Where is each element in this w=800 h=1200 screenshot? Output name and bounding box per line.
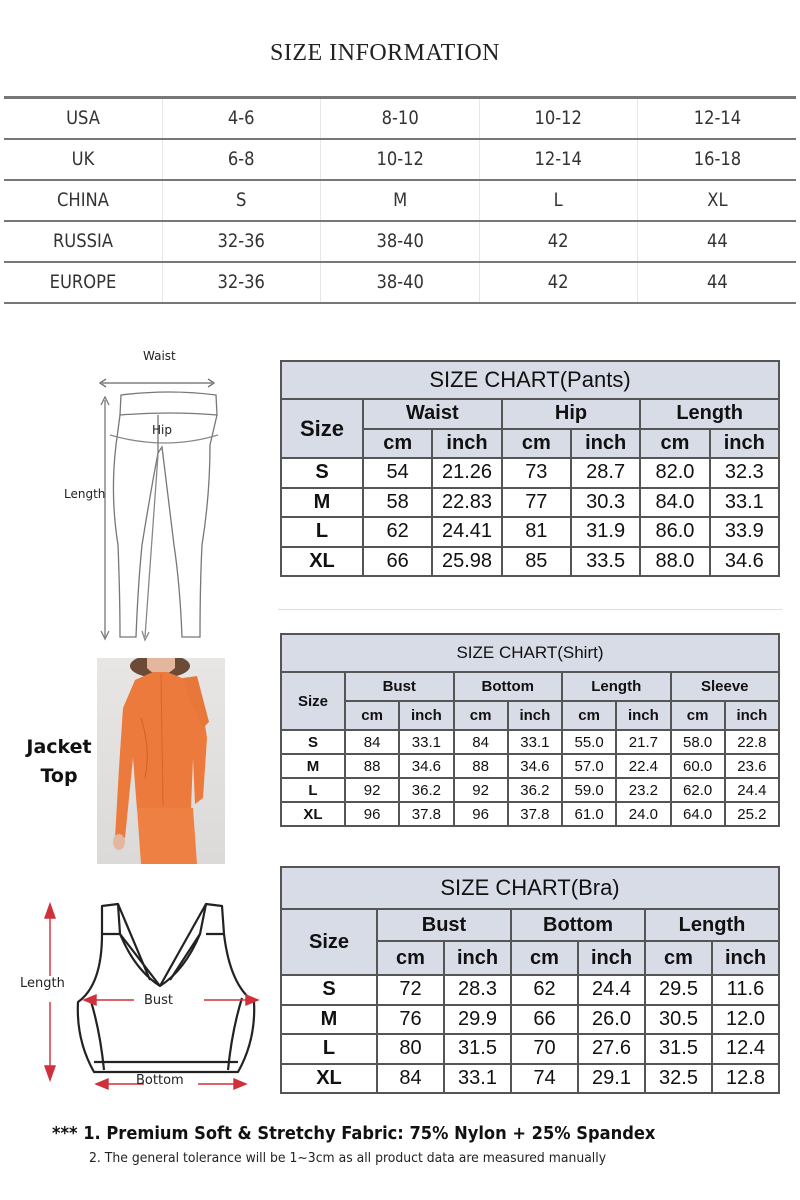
measure-cell: 28.7	[571, 458, 640, 488]
size-cell: M	[281, 1005, 377, 1035]
pants-size-chart	[280, 360, 780, 577]
unit-header-row	[281, 701, 779, 730]
measure-cell: 92	[345, 778, 399, 802]
info-cell: 10-12	[490, 98, 626, 139]
measure-cell: 23.6	[725, 754, 779, 778]
chart-title: SIZE CHART(Shirt)	[281, 634, 779, 672]
measure-cell: 30.3	[571, 488, 640, 518]
group-header: Bust	[345, 672, 454, 701]
measure-cell: 84	[377, 1064, 444, 1094]
measure-cell: 64.0	[671, 802, 725, 826]
measure-cell: 84	[345, 730, 399, 754]
measure-cell: 61.0	[562, 802, 616, 826]
measure-cell: 31.5	[444, 1034, 511, 1064]
size-row	[281, 517, 779, 547]
measure-cell: 82.0	[640, 458, 709, 488]
measure-cell: 74	[511, 1064, 578, 1094]
size-row	[281, 802, 779, 826]
measure-cell: 34.6	[710, 547, 779, 577]
measure-cell: 33.1	[399, 730, 453, 754]
unit-header: inch	[432, 429, 501, 459]
measure-cell: 80	[377, 1034, 444, 1064]
measure-cell: 85	[502, 547, 571, 577]
unit-header: inch	[616, 701, 670, 730]
group-header: Bust	[377, 909, 511, 941]
group-header-row	[281, 909, 779, 941]
group-header: Length	[645, 909, 779, 941]
size-header: Size	[281, 909, 377, 975]
group-header: Hip	[502, 399, 641, 429]
group-header: Waist	[363, 399, 502, 429]
info-cell: 10-12	[332, 139, 468, 180]
length-label: Length	[64, 487, 106, 501]
size-cell: XL	[281, 802, 345, 826]
measure-cell: 36.2	[399, 778, 453, 802]
measure-cell: 34.6	[508, 754, 562, 778]
measure-cell: 21.26	[432, 458, 501, 488]
jacket-top-label	[22, 733, 96, 791]
unit-header: cm	[645, 941, 712, 975]
measure-cell: 60.0	[671, 754, 725, 778]
measure-cell: 70	[511, 1034, 578, 1064]
measure-cell: 31.5	[645, 1034, 712, 1064]
measure-cell: 58.0	[671, 730, 725, 754]
size-row	[281, 1064, 779, 1094]
measure-cell: 88	[454, 754, 508, 778]
measure-cell: 26.0	[578, 1005, 645, 1035]
note-tolerance: 2. The general tolerance will be 1~3cm as all product data are measured manually	[89, 1150, 607, 1166]
info-cell: 32-36	[173, 221, 309, 262]
size-cell: XL	[281, 1064, 377, 1094]
info-row	[4, 221, 796, 262]
info-cell: XL	[649, 180, 785, 221]
size-cell: L	[281, 778, 345, 802]
measure-cell: 88	[345, 754, 399, 778]
measure-cell: 25.98	[432, 547, 501, 577]
unit-header: inch	[508, 701, 562, 730]
measure-cell: 33.5	[571, 547, 640, 577]
bra-bust-label: Bust	[144, 993, 174, 1008]
unit-header: cm	[562, 701, 616, 730]
measure-cell: 29.9	[444, 1005, 511, 1035]
measure-cell: 33.1	[444, 1064, 511, 1094]
measure-cell: 34.6	[399, 754, 453, 778]
info-cell: 12-14	[490, 139, 626, 180]
unit-header: inch	[444, 941, 511, 975]
measure-cell: 12.8	[712, 1064, 779, 1094]
unit-header: cm	[502, 429, 571, 459]
measure-cell: 72	[377, 975, 444, 1005]
note-fabric: *** 1. Premium Soft & Stretchy Fabric: 75% Nylon + 25% Spandex	[52, 1124, 656, 1144]
unit-header: inch	[399, 701, 453, 730]
info-cell: 44	[649, 221, 785, 262]
info-cell: 32-36	[173, 262, 309, 303]
size-row	[281, 754, 779, 778]
measure-cell: 33.9	[710, 517, 779, 547]
section-divider	[278, 609, 782, 610]
size-cell: L	[281, 1034, 377, 1064]
region-label: USA	[15, 98, 151, 139]
group-header: Bottom	[454, 672, 563, 701]
size-row	[281, 488, 779, 518]
measure-cell: 62	[363, 517, 432, 547]
unit-header: cm	[363, 429, 432, 459]
chart-title: SIZE CHART(Bra)	[281, 867, 779, 909]
measure-cell: 31.9	[571, 517, 640, 547]
chart-title-row	[281, 867, 779, 909]
size-cell: M	[281, 488, 363, 518]
region-label: RUSSIA	[15, 221, 151, 262]
size-row	[281, 730, 779, 754]
measure-cell: 84.0	[640, 488, 709, 518]
measure-cell: 22.8	[725, 730, 779, 754]
measure-cell: 81	[502, 517, 571, 547]
bra-illustration	[10, 890, 270, 1100]
measure-cell: 24.4	[725, 778, 779, 802]
unit-header: cm	[454, 701, 508, 730]
measure-cell: 32.5	[645, 1064, 712, 1094]
measure-cell: 28.3	[444, 975, 511, 1005]
group-header: Length	[562, 672, 671, 701]
info-cell: 38-40	[332, 221, 468, 262]
size-cell: S	[281, 458, 363, 488]
measure-cell: 22.83	[432, 488, 501, 518]
info-cell: 12-14	[649, 98, 785, 139]
bra-diagram	[10, 890, 270, 1100]
measure-cell: 57.0	[562, 754, 616, 778]
jacket-top-image	[97, 658, 225, 864]
group-header: Bottom	[511, 909, 645, 941]
size-row	[281, 458, 779, 488]
measure-cell: 62	[511, 975, 578, 1005]
measure-cell: 24.0	[616, 802, 670, 826]
measure-cell: 54	[363, 458, 432, 488]
info-cell: M	[332, 180, 468, 221]
measure-cell: 29.5	[645, 975, 712, 1005]
info-cell: 42	[490, 262, 626, 303]
info-row	[4, 262, 796, 303]
info-row	[4, 139, 796, 180]
unit-header: inch	[578, 941, 645, 975]
hip-label: Hip	[152, 423, 172, 437]
unit-header: cm	[671, 701, 725, 730]
size-row	[281, 547, 779, 577]
measure-cell: 12.0	[712, 1005, 779, 1035]
measure-cell: 73	[502, 458, 571, 488]
measure-cell: 55.0	[562, 730, 616, 754]
unit-header: cm	[377, 941, 444, 975]
size-row	[281, 975, 779, 1005]
measure-cell: 84	[454, 730, 508, 754]
measure-cell: 30.5	[645, 1005, 712, 1035]
measure-cell: 29.1	[578, 1064, 645, 1094]
info-row	[4, 180, 796, 221]
info-cell: 4-6	[173, 98, 309, 139]
jacket-label-line2: Top	[40, 765, 78, 787]
unit-header: inch	[571, 429, 640, 459]
size-cell: L	[281, 517, 363, 547]
chart-title-row	[281, 361, 779, 399]
measure-cell: 62.0	[671, 778, 725, 802]
measure-cell: 66	[511, 1005, 578, 1035]
size-header: Size	[281, 399, 363, 458]
size-cell: M	[281, 754, 345, 778]
measure-cell: 92	[454, 778, 508, 802]
unit-header: inch	[725, 701, 779, 730]
info-cell: 8-10	[332, 98, 468, 139]
measure-cell: 37.8	[508, 802, 562, 826]
group-header: Sleeve	[671, 672, 780, 701]
measure-cell: 59.0	[562, 778, 616, 802]
measure-cell: 25.2	[725, 802, 779, 826]
unit-header: inch	[712, 941, 779, 975]
size-cell: S	[281, 730, 345, 754]
measure-cell: 33.1	[508, 730, 562, 754]
group-header-row	[281, 399, 779, 429]
size-cell: S	[281, 975, 377, 1005]
measure-cell: 36.2	[508, 778, 562, 802]
unit-header: cm	[640, 429, 709, 459]
measure-cell: 86.0	[640, 517, 709, 547]
info-cell: 6-8	[173, 139, 309, 180]
measure-cell: 21.7	[616, 730, 670, 754]
info-cell: S	[173, 180, 309, 221]
jacket-photo	[97, 658, 225, 864]
pants-illustration	[50, 345, 250, 645]
info-cell: 42	[490, 221, 626, 262]
info-cell: L	[490, 180, 626, 221]
info-cell: 16-18	[649, 139, 785, 180]
measure-cell: 88.0	[640, 547, 709, 577]
region-label: CHINA	[15, 180, 151, 221]
bra-length-label: Length	[20, 976, 65, 991]
measure-cell: 96	[454, 802, 508, 826]
size-row	[281, 778, 779, 802]
jacket-label-line1: Jacket	[26, 736, 92, 758]
bra-size-chart	[280, 866, 780, 1094]
size-information-table	[4, 96, 796, 304]
chart-title: SIZE CHART(Pants)	[281, 361, 779, 399]
page-title: SIZE INFORMATION	[270, 40, 500, 66]
info-cell: 38-40	[332, 262, 468, 303]
measure-cell: 24.4	[578, 975, 645, 1005]
measure-cell: 32.3	[710, 458, 779, 488]
measure-cell: 77	[502, 488, 571, 518]
region-label: EUROPE	[15, 262, 151, 303]
measure-cell: 58	[363, 488, 432, 518]
measure-cell: 23.2	[616, 778, 670, 802]
measure-cell: 12.4	[712, 1034, 779, 1064]
size-row	[281, 1005, 779, 1035]
measure-cell: 37.8	[399, 802, 453, 826]
measure-cell: 27.6	[578, 1034, 645, 1064]
measure-cell: 76	[377, 1005, 444, 1035]
measure-cell: 96	[345, 802, 399, 826]
size-cell: XL	[281, 547, 363, 577]
measure-cell: 24.41	[432, 517, 501, 547]
shirt-size-chart	[280, 633, 780, 827]
measure-cell: 33.1	[710, 488, 779, 518]
size-header: Size	[281, 672, 345, 730]
measure-cell: 11.6	[712, 975, 779, 1005]
chart-title-row	[281, 634, 779, 672]
size-row	[281, 1034, 779, 1064]
info-row	[4, 98, 796, 139]
bra-bottom-label: Bottom	[136, 1073, 184, 1088]
region-label: UK	[15, 139, 151, 180]
unit-header: inch	[710, 429, 779, 459]
waist-label: Waist	[143, 349, 176, 363]
group-header-row	[281, 672, 779, 701]
info-cell: 44	[649, 262, 785, 303]
product-notes	[52, 1124, 792, 1166]
measure-cell: 22.4	[616, 754, 670, 778]
unit-header: cm	[345, 701, 399, 730]
unit-header: cm	[511, 941, 578, 975]
measure-cell: 66	[363, 547, 432, 577]
group-header: Length	[640, 399, 779, 429]
